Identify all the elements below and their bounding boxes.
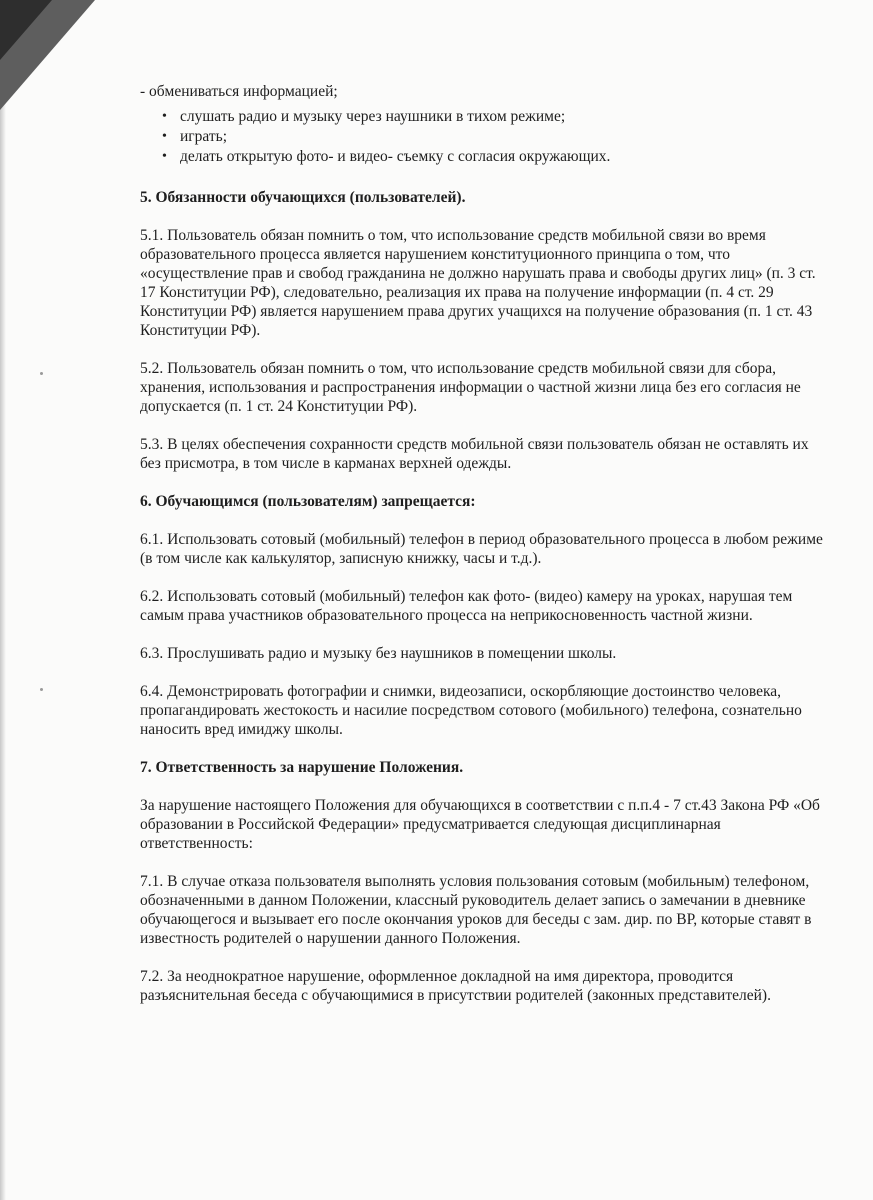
intro-line: - обмениваться информацией; bbox=[140, 83, 338, 100]
paragraph-7-1: 7.1. В случае отказа пользователя выполнять условия пользования сотовым (мобильным) телефоном, обозначенными в данном Положении, классный руководитель делает запись о замечании в дневнике обучающегося и вызывает его после окончания уроков для беседы с зам. дир. по ВР, которые ставят в известность родителей о нарушении данного Положения. bbox=[140, 873, 812, 947]
paragraph-6-3: 6.3. Прослушивать радио и музыку без наушников в помещении школы. bbox=[140, 645, 617, 662]
paragraph-5-1: 5.1. Пользователь обязан помнить о том, что использование средств мобильной связи во время образовательного процесса является нарушением конституционного принципа о том, что «осуществление прав и свобод гражданина не должно нарушать права и свободы других лиц» (п. 3 ст. 17 Конституции РФ), следовательно, реализация их права на получение информации (п. 4 ст. 29 Конституции РФ) является нарушением права других учащихся на получение образования (п. 1 ст. 43 Конституции РФ). bbox=[140, 227, 816, 339]
paragraph-5-3: 5.3. В целях обеспечения сохранности средств мобильной связи пользователь обязан не оставлять их без присмотра, в том числе в карманах верхней одежды. bbox=[140, 436, 809, 472]
list-item: • играть; bbox=[166, 127, 830, 146]
document-body bbox=[140, 82, 830, 1022]
scan-speck bbox=[40, 372, 43, 375]
paragraph-7-intro: За нарушение настоящего Положения для обучающихся в соответствии с п.п.4 - 7 ст.43 Закона РФ «Об образовании в Российской Федерации» предусматривается следующая дисциплинарная ответственность: bbox=[140, 797, 820, 852]
paragraph-5-2: 5.2. Пользователь обязан помнить о том, что использование средств мобильной связи для сбора, хранения, использования и распространения информации о частной жизни лица без его согласия не допускается (п. 1 ст. 24 Конституции РФ). bbox=[140, 360, 801, 415]
section-6-heading: 6. Обучающимся (пользователям) запрещается: bbox=[140, 493, 476, 510]
page-edge-shadow bbox=[0, 0, 6, 1200]
paragraph-6-2: 6.2. Использовать сотовый (мобильный) телефон как фото- (видео) камеру на уроках, нарушая тем самым права участников образовательного процесса на неприкосновенность частной жизни. bbox=[140, 588, 793, 624]
section-7-heading: 7. Ответственность за нарушение Положения. bbox=[140, 759, 464, 776]
folded-corner-dark bbox=[0, 0, 52, 60]
section-5-heading: 5. Обязанности обучающихся (пользователей). bbox=[140, 189, 466, 206]
paragraph-7-2: 7.2. За неоднократное нарушение, оформленное докладной на имя директора, проводится разъяснительная беседа с обучающимися в присутствии родителей (законных представителей). bbox=[140, 968, 771, 1004]
list-item: • слушать радио и музыку через наушники в тихом режиме; bbox=[166, 107, 830, 126]
paragraph-6-4: 6.4. Демонстрировать фотографии и снимки, видеозаписи, оскорбляющие достоинство человека, пропагандировать жестокость и насилие посредством сотового (мобильного) телефона, сознательно наносить вред имиджу школы. bbox=[140, 683, 802, 738]
scan-speck bbox=[40, 688, 43, 691]
list-item: • делать открытую фото- и видео- съемку с согласия окружающих. bbox=[166, 147, 830, 166]
paragraph-6-1: 6.1. Использовать сотовый (мобильный) телефон в период образовательного процесса в любом режиме (в том числе как калькулятор, записную книжку, часы и т.д.). bbox=[140, 531, 823, 567]
bullet-list bbox=[140, 107, 830, 166]
